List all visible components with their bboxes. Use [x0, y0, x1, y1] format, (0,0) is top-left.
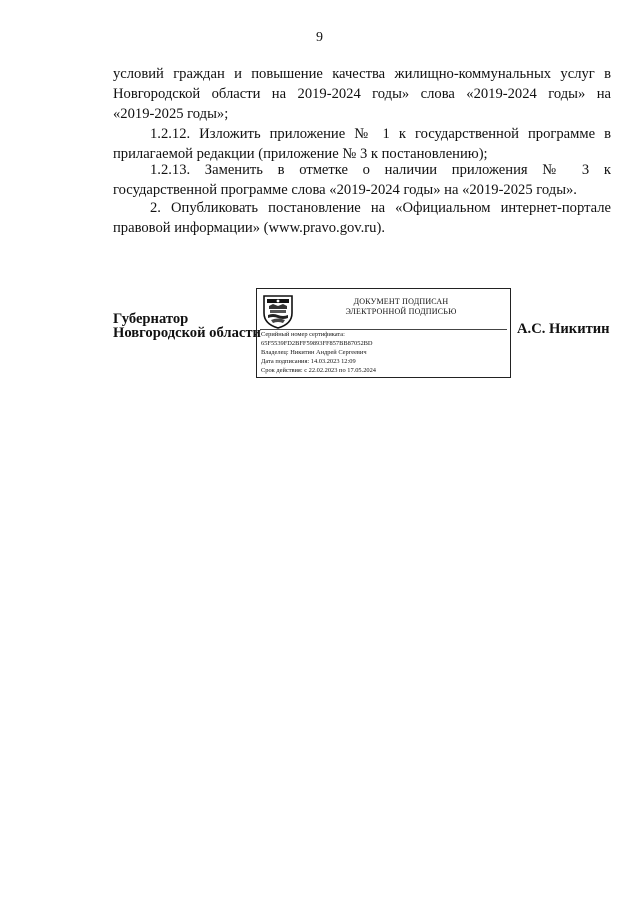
text-line: 2. Опубликовать постановление на «Официальном интернет-портале	[150, 200, 611, 216]
paragraph-1-2-13	[113, 160, 611, 200]
page-number: 9	[316, 30, 323, 45]
text-line: Новгородской области на 2019-2024 годы» слова «2019-2024 годы» на	[113, 86, 611, 102]
stamp-title-line: ДОКУМЕНТ ПОДПИСАН	[353, 297, 449, 306]
novgorod-coat-of-arms-icon	[261, 293, 295, 329]
signatory-position	[113, 312, 261, 340]
text-line: правовой информации» (www.pravo.gov.ru).	[113, 220, 385, 236]
serial-label: Серийный номер сертификата:	[261, 331, 345, 338]
position-title: Губернатор	[113, 311, 189, 327]
paragraph-1-2-12	[113, 124, 611, 164]
signing-date: Дата подписания: 14.03.2023 12:09	[261, 358, 356, 365]
text-line: «2019-2025 годы»;	[113, 106, 229, 122]
paragraph-conditions	[113, 64, 611, 124]
stamp-title	[301, 297, 501, 317]
text-line: 1.2.13. Заменить в отметке о наличии приложения № 3 к	[150, 162, 611, 178]
serial-value: 65F5539FD2BFF59893FF857BB87052BD	[261, 340, 373, 347]
text-line: 1.2.12. Изложить приложение № 1 к государственной программе в	[150, 126, 611, 142]
text-line: государственной программе слова «2019-2024 годы» на «2019-2025 годы».	[113, 182, 577, 198]
certificate-info	[261, 330, 376, 375]
validity-period: Срок действия: с 22.02.2023 по 17.05.2024	[261, 367, 377, 374]
paragraph-publish	[113, 198, 611, 238]
certificate-owner: Владелец: Никитин Андрей Сергеевич	[261, 349, 367, 356]
signatory-name: А.С. Никитин	[517, 321, 610, 337]
electronic-signature-stamp	[256, 288, 511, 378]
text-line: условий граждан и повышение качества жилищно-коммунальных услуг в	[113, 66, 611, 82]
text-line: прилагаемой редакции (приложение № 3 к постановлению);	[113, 146, 488, 162]
position-region: Новгородской области	[113, 325, 261, 341]
stamp-title-line: ЭЛЕКТРОННОЙ ПОДПИСЬЮ	[345, 307, 457, 316]
